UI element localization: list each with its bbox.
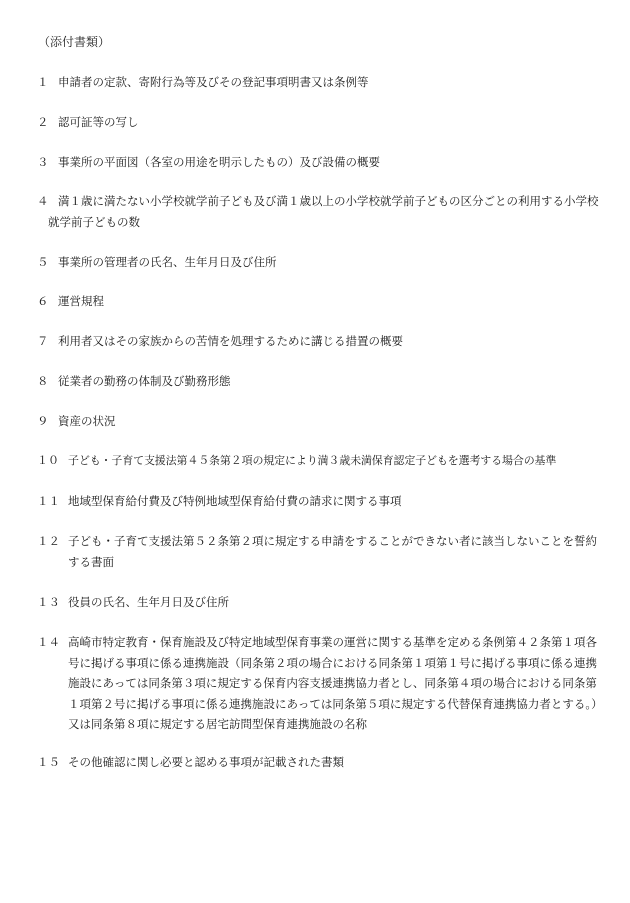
- item-number: １: [37, 75, 49, 89]
- list-item-8: [37, 371, 602, 392]
- item-text: その他確認に関し必要と認める事項が記載された書類: [68, 755, 344, 769]
- item-number: ３: [37, 155, 49, 169]
- item-number: ２: [37, 115, 49, 129]
- item-number: １４: [37, 635, 60, 649]
- item-text: 運営規程: [58, 294, 104, 308]
- item-number: ５: [37, 255, 49, 269]
- item-number: ９: [37, 414, 49, 428]
- item-text: 事業所の管理者の氏名、生年月日及び住所: [58, 255, 277, 269]
- list-item-15: [37, 752, 602, 773]
- list-item-10: [37, 451, 607, 472]
- item-text: 地域型保育給付費及び特例地域型保育給付費の請求に関する事項: [68, 494, 402, 508]
- attachments-heading: （添付書類）: [38, 35, 111, 49]
- item-text: 認可証等の写し: [58, 115, 139, 129]
- item-text: 資産の状況: [58, 414, 116, 428]
- list-item-9: [37, 411, 602, 432]
- item-text: 申請者の定款、寄附行為等及びその登記事項明書又は条例等: [58, 75, 369, 89]
- list-item-2: [37, 112, 602, 133]
- list-item-5: [37, 252, 602, 273]
- item-number: ６: [37, 294, 49, 308]
- item-text: 役員の氏名、生年月日及び住所: [68, 595, 229, 609]
- list-item-13: [37, 592, 602, 613]
- item-number: １１: [37, 494, 60, 508]
- item-text: 高崎市特定教育・保育施設及び特定地域型保育事業の運営に関する基準を定める条例第４２条第１項各号に掲げる事項に係る連携施設（同条第２項の場合における同条第１項第１号に掲げる事項に係る連携施設にあっては同条第３項に規定する保育内容支援連携協力者とし、同条第４項の場合における同条第１項第２号に掲げる事項に係る連携施設にあっては同条第５項に規定する代替保育連携協力者とする。）又は同条第８項に規定する居宅訪問型保育連携施設の名称: [68, 635, 597, 731]
- item-text: 利用者又はその家族からの苦情を処理するために講じる措置の概要: [58, 334, 403, 348]
- item-text: 事業所の平面図（各室の用途を明示したもの）及び設備の概要: [58, 155, 380, 169]
- item-number: ４: [37, 194, 49, 208]
- list-item-3: [37, 152, 602, 173]
- list-item-6: [37, 291, 602, 312]
- item-text: 満１歳に満たない小学校就学前子ども及び満１歳以上の小学校就学前子どもの区分ごとの利用する小学校就学前子どもの数: [48, 194, 599, 229]
- item-number: １０: [37, 454, 59, 467]
- list-item-4: [37, 191, 607, 232]
- list-item-1: [37, 72, 602, 93]
- list-item-14: [37, 632, 602, 735]
- item-number: ８: [37, 374, 49, 388]
- item-number: １３: [37, 595, 60, 609]
- item-text: 子ども・子育て支援法第５２条第２項に規定する申請をすることができない者に該当しないことを誓約する書面: [68, 534, 597, 569]
- list-item-12: [37, 531, 602, 572]
- item-number: １２: [37, 534, 60, 548]
- item-text: 子ども・子育て支援法第４５条第２項の規定により満３歳未満保育認定子どもを選考する場合の基準: [68, 454, 557, 467]
- list-item-7: [37, 331, 602, 352]
- item-number: １５: [37, 755, 60, 769]
- list-item-11: [37, 491, 602, 512]
- item-text: 従業者の勤務の体制及び勤務形態: [58, 374, 231, 388]
- item-number: ７: [37, 334, 49, 348]
